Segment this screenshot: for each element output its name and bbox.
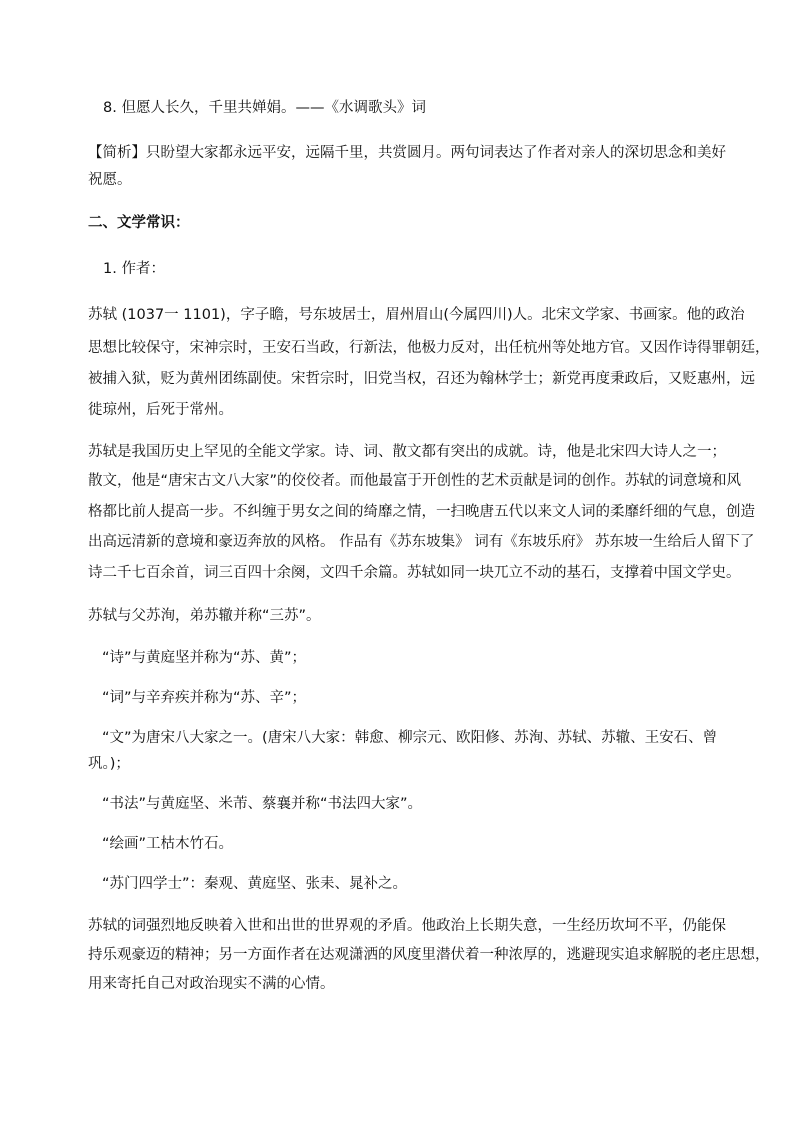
bio-line-2: 思想比较保守，宋神宗时，王安石当政，行新法，他极力反对，出任杭州等处地方官。又因作诗得罪朝廷， (88, 340, 770, 356)
closing-line-1: 苏轼的词强烈地反映着入世和出世的世界观的矛盾。他政治上长期失意，一生经历坎坷不平，仍能保 (88, 918, 726, 934)
achieve-line-1: 苏轼是我国历史上罕见的全能文学家。诗、词、散文都有突出的成就。诗，他是北宋四大诗人之一； (88, 444, 726, 460)
family-line: 苏轼与父苏洵，弟苏辙并称“三苏”。 (88, 608, 321, 624)
bio-line-3: 被捕入狱，贬为黄州团练副使。宋哲宗时，旧党当权，召还为翰林学士；新党再度秉政后，又贬惠州，远 (88, 371, 755, 387)
prose-line-2: 巩。)； (88, 756, 130, 772)
achieve-line-4: 出高远清新的意境和豪迈奔放的风格。 作品有《苏东坡集》 词有《东坡乐府》 苏东坡一生给后人留下了 (88, 534, 755, 550)
achieve-line-3: 格都比前人提高一步。不纠缠于男女之间的绮靡之情，一扫晚唐五代以来文人词的柔靡纤细的气息，创造 (88, 504, 755, 520)
closing-line-2: 持乐观豪迈的精神；另一方面作者在达观潇洒的风度里潜伏着一种浓厚的，逃避现实追求解脱的老庄思想， (88, 947, 770, 963)
poetry-line: “诗”与黄庭坚并称为“苏、黄”； (102, 650, 307, 666)
author-heading: 1. 作者： (103, 261, 165, 277)
painting-line: “绘画”工枯木竹石。 (102, 836, 234, 852)
bio-line-4: 徙琼州，后死于常州。 (88, 402, 233, 418)
achieve-line-2: 散文，他是“唐宋古文八大家”的佼佼者。而他最富于开创性的艺术贡献是词的创作。苏轼的词意境和风 (88, 473, 742, 489)
calligraphy-line: “书法”与黄庭坚、米芾、蔡襄并称“书法四大家”。 (102, 796, 423, 812)
verse-line: 8. 但愿人长久，千里共婵娟。——《水调歌头》词 (103, 100, 426, 116)
ci-line: “词”与辛弃疾并称为“苏、辛”； (102, 690, 307, 706)
section-heading: 二、文学常识： (88, 215, 190, 231)
analysis-line-1: 【简析】只盼望大家都永远平安，远隔千里，共赏圆月。两句词表达了作者对亲人的深切思念和美好 (88, 145, 726, 161)
bio-line-1: 苏轼 (1037一 1101)，字子瞻，号东坡居士，眉州眉山(今属四川)人。北宋文学家、书画家。他的政治 (88, 307, 745, 323)
achieve-line-5: 诗二千七百余首，词三百四十余阕，文四千余篇。苏轼如同一块兀立不动的基石，支撑着中国文学史。 (88, 565, 741, 581)
prose-line-1: “文”为唐宋八大家之一。(唐宋八大家：韩愈、柳宗元、欧阳修、苏洵、苏轼、苏辙、王安石、曾 (102, 730, 718, 746)
scholars-line: “苏门四学士”：秦观、黄庭坚、张耒、晁补之。 (102, 876, 408, 892)
analysis-line-2: 祝愿。 (88, 172, 132, 188)
closing-line-3: 用来寄托自己对政治现实不满的心情。 (88, 976, 335, 992)
